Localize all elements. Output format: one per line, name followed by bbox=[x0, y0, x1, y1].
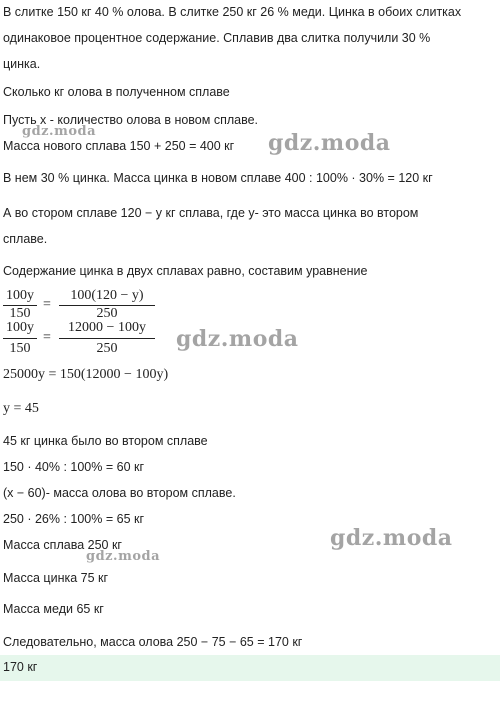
watermark: gdz.moda bbox=[330, 525, 453, 551]
equals-sign: = bbox=[43, 297, 51, 312]
problem-line-2: одинаковое процентное содержание. Сплавив два слитка получили 30 % bbox=[3, 31, 431, 45]
equation-4: y = 45 bbox=[3, 401, 39, 416]
problem-question: Сколько кг олова в полученном сплаве bbox=[3, 85, 230, 99]
fraction-1-left-numerator: 100y bbox=[6, 288, 34, 303]
equation-intro: Содержание цинка в двух сплавах равно, составим уравнение bbox=[3, 264, 368, 278]
fraction-2-right-numerator: 12000 − 100y bbox=[68, 320, 146, 335]
equation-3: 25000y = 150(12000 − 100y) bbox=[3, 367, 169, 382]
fraction-2-left-numerator: 100y bbox=[6, 320, 34, 335]
fraction-1-left-denominator: 150 bbox=[9, 306, 31, 321]
fraction-1-right-denominator: 250 bbox=[96, 306, 118, 321]
solution-let-line: Пусть x - количество олова в новом сплаве. bbox=[3, 113, 259, 127]
answer-highlight bbox=[0, 655, 500, 681]
fraction-equation-1 bbox=[3, 288, 163, 324]
fraction-1-right-numerator: 100(120 − y) bbox=[70, 288, 144, 303]
result-line-4: 250 · 26% : 100% = 65 кг bbox=[3, 512, 145, 526]
result-line-2: 150 · 40% : 100% = 60 кг bbox=[3, 460, 145, 474]
problem-line-1: В слитке 150 кг 40 % олова. В слитке 250 кг 26 % меди. Цинка в обоих слитках bbox=[3, 5, 462, 19]
result-line-6: Масса цинка 75 кг bbox=[3, 571, 109, 585]
result-line-7: Масса меди 65 кг bbox=[3, 602, 104, 616]
solution-zinc-line: В нем 30 % цинка. Масса цинка в новом сплаве 400 : 100% · 30% = 120 кг bbox=[3, 171, 433, 185]
equals-sign: = bbox=[43, 330, 51, 345]
fraction-bar bbox=[59, 338, 155, 339]
result-line-3: (x − 60)- масса олова во втором сплаве. bbox=[3, 486, 236, 500]
result-line-8: Следовательно, масса олова 250 − 75 − 65 = 170 кг bbox=[3, 635, 303, 649]
fraction-2-right-denominator: 250 bbox=[96, 341, 118, 356]
answer-text: 170 кг bbox=[3, 660, 38, 674]
solution-second-line-1: А во стором сплаве 120 − y кг сплава, где y- это масса цинка во втором bbox=[3, 206, 419, 220]
result-line-5: Масса сплава 250 кг bbox=[3, 538, 122, 552]
watermark: gdz.moda bbox=[176, 326, 299, 352]
fraction-bar bbox=[3, 338, 37, 339]
watermark: gdz.moda bbox=[22, 124, 97, 139]
problem-line-3: цинка. bbox=[3, 57, 41, 71]
watermark: gdz.moda bbox=[268, 130, 391, 156]
solution-mass-line: Масса нового сплава 150 + 250 = 400 кг bbox=[3, 139, 235, 153]
fraction-2-left-denominator: 150 bbox=[9, 341, 31, 356]
result-line-1: 45 кг цинка было во втором сплаве bbox=[3, 434, 208, 448]
solution-second-line-2: сплаве. bbox=[3, 232, 48, 246]
fraction-equation-2 bbox=[3, 320, 163, 358]
watermark: gdz.moda bbox=[86, 549, 161, 564]
